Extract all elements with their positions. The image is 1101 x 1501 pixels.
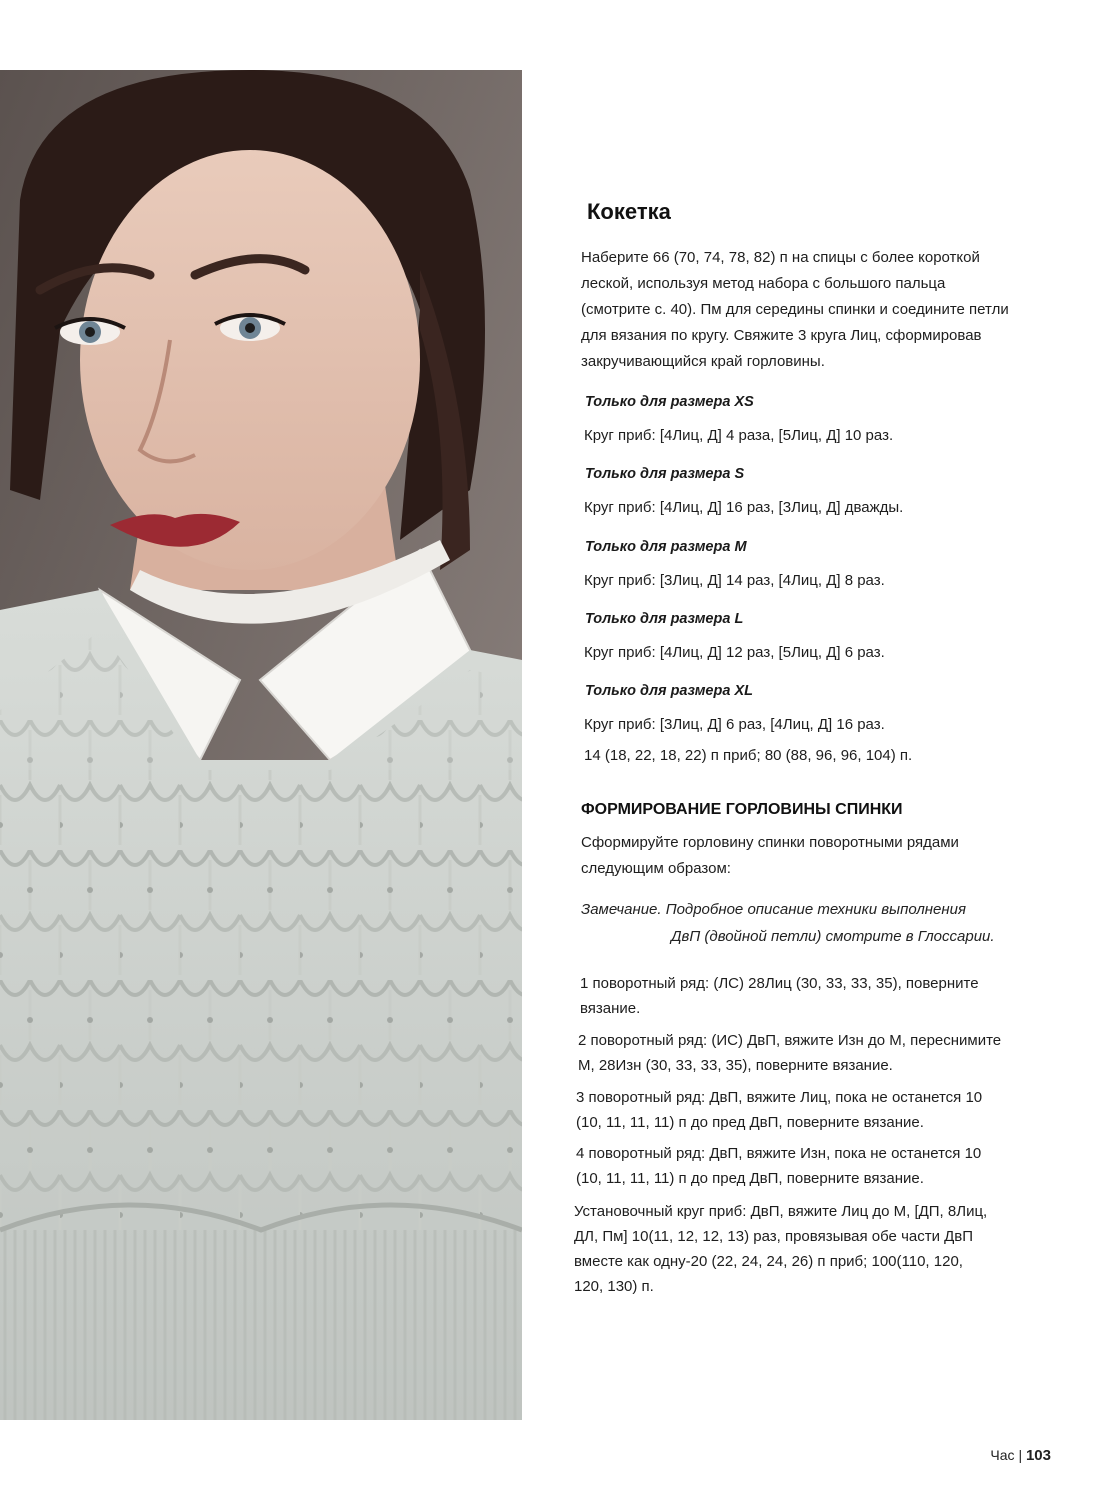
size-instruction-m: Круг приб: [3Лиц, Д] 14 раз, [4Лиц, Д] 8 раз.: [584, 572, 885, 589]
size-heading-m: Только для размера M: [585, 539, 747, 555]
summary-line: 14 (18, 22, 18, 22) п приб; 80 (88, 96, 96, 104) п.: [584, 747, 913, 764]
footer-label: Час: [990, 1447, 1015, 1463]
page-number: 103: [1025, 1447, 1051, 1464]
model-photo-illustration: [0, 70, 522, 1420]
intro-line: Наберите 66 (70, 74, 78, 82) п на спицы с более короткой: [581, 249, 980, 266]
intro-line: закручивающийся край горловины.: [581, 353, 825, 370]
footer-divider: |: [1018, 1447, 1026, 1463]
size-instruction-xl: Круг приб: [3Лиц, Д] 6 раз, [4Лиц, Д] 16 раз.: [584, 716, 885, 733]
neck-intro: [581, 830, 1051, 882]
row-line: вместе как одну-20 (22, 24, 24, 26) п приб; 100(110, 120,: [574, 1253, 963, 1270]
row-line: 1 поворотный ряд: (ЛС) 28Лиц (30, 33, 33, 35), поверните: [580, 975, 979, 992]
row-line: 2 поворотный ряд: (ИС) ДвП, вяжите Изн до М, переснимите: [578, 1032, 1002, 1049]
turning-row-2: [578, 1028, 1048, 1078]
row-line: (10, 11, 11, 11) п до пред ДвП, поверните вязание.: [576, 1114, 924, 1131]
note-line: Замечание. Подробное описание техники выполнения: [581, 901, 966, 918]
turning-row-1: [580, 971, 1050, 1021]
note-line: ДвП (двойной петли) смотрите в Глоссарии.: [671, 928, 995, 945]
row-line: (10, 11, 11, 11) п до пред ДвП, поверните вязание.: [576, 1170, 924, 1187]
size-heading-l: Только для размера L: [585, 611, 744, 627]
turning-row-4: [576, 1141, 1046, 1191]
turning-row-3: [576, 1085, 1046, 1135]
size-instruction-s: Круг приб: [4Лиц, Д] 16 раз, [3Лиц, Д] дважды.: [584, 499, 904, 516]
intro-line: для вязания по кругу. Свяжите 3 круга Лиц, сформировав: [581, 327, 982, 344]
row-line: ДЛ, Пм] 10(11, 12, 12, 13) раз, провязывая обе части ДвП: [574, 1228, 974, 1245]
row-line: вязание.: [580, 1000, 641, 1017]
row-line: Установочный круг приб: ДвП, вяжите Лиц до М, [ДП, 8Лиц,: [574, 1203, 988, 1220]
size-heading-s: Только для размера S: [585, 466, 745, 482]
size-instruction-xs: Круг приб: [4Лиц, Д] 4 раза, [5Лиц, Д] 10 раз.: [584, 427, 894, 444]
row-line: М, 28Изн (30, 33, 33, 35), поверните вязание.: [578, 1057, 893, 1074]
intro-paragraph: [581, 245, 1051, 375]
size-heading-xl: Только для размера XL: [585, 683, 753, 699]
row-line: 3 поворотный ряд: ДвП, вяжите Лиц, пока не останется 10: [576, 1089, 983, 1106]
neck-intro-line: следующим образом:: [581, 860, 731, 877]
intro-line: леской, используя метод набора с большого пальца: [581, 275, 946, 292]
intro-line: (смотрите с. 40). Пм для середины спинки и соедините петли: [581, 301, 1009, 318]
page-footer: [990, 1447, 1051, 1464]
section-title: Кокетка: [587, 199, 671, 224]
row-line: 4 поворотный ряд: ДвП, вяжите Изн, пока не останется 10: [576, 1145, 982, 1162]
size-heading-xs: Только для размера XS: [585, 394, 754, 410]
neck-intro-line: Сформируйте горловину спинки поворотными рядами: [581, 834, 959, 851]
setup-round: [574, 1199, 1044, 1299]
model-photo: [0, 70, 522, 1420]
neck-heading: ФОРМИРОВАНИЕ ГОРЛОВИНЫ СПИНКИ: [581, 801, 903, 818]
row-line: 120, 130) п.: [574, 1278, 654, 1295]
size-instruction-l: Круг приб: [4Лиц, Д] 12 раз, [5Лиц, Д] 6 раз.: [584, 644, 885, 661]
